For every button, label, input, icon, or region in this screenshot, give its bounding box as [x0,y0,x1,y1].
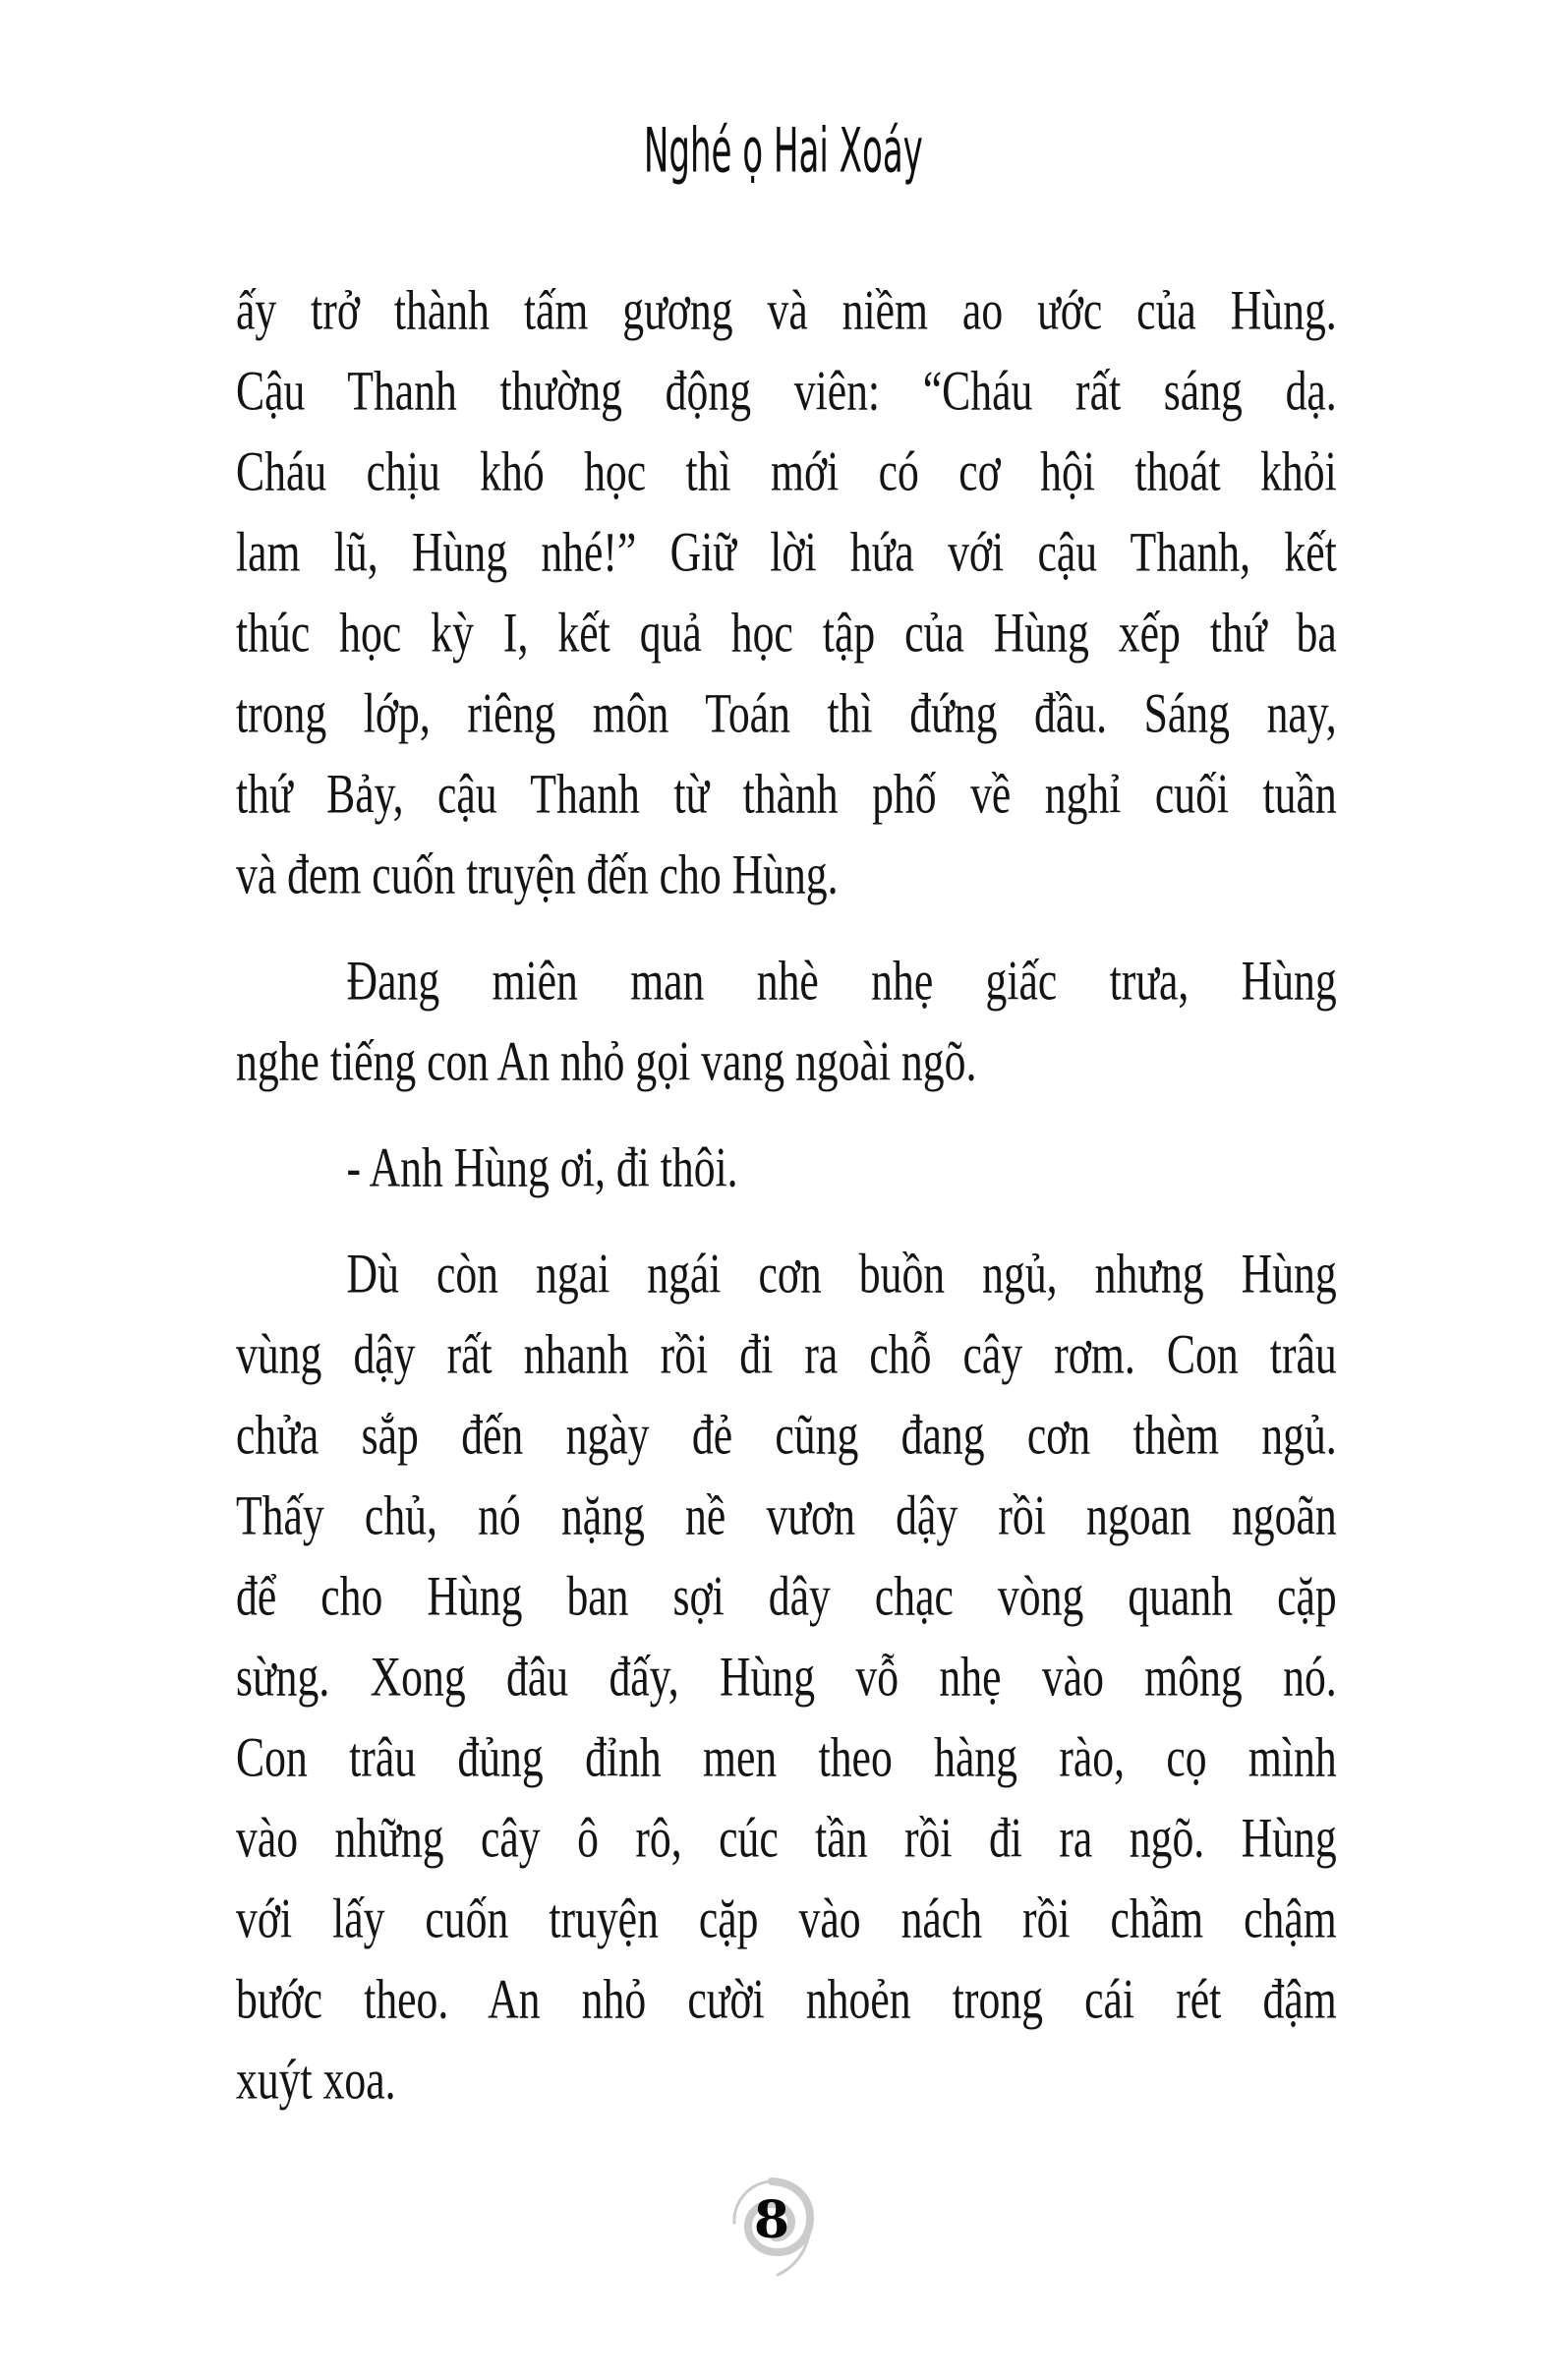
text-line: thứ Bảy, cậu Thanh từ thành phố về nghỉ cuối tuần [236,764,1337,826]
text-line: nghe tiếng con An nhỏ gọi vang ngoài ngõ. [236,1031,977,1093]
text-line: sừng. Xong đâu đấy, Hùng vỗ nhẹ vào mông nó. [236,1647,1337,1709]
text-line: chửa sắp đến ngày đẻ cũng đang cơn thèm ngủ. [236,1405,1337,1467]
paragraph [236,271,1337,916]
paragraph [236,1235,1337,2121]
text-line: trong lớp, riêng môn Toán thì đứng đầu. Sáng nay, [236,683,1337,745]
text-line: bước theo. An nhỏ cười nhoẻn trong cái rét đậm [236,1969,1337,2031]
text-line: vào những cây ô rô, cúc tần rồi đi ra ngõ. Hùng [236,1808,1337,1870]
text-line: vùng dậy rất nhanh rồi đi ra chỗ cây rơm. Con trâu [236,1324,1337,1386]
text-line: với lấy cuốn truyện cặp vào nách rồi chầm chậm [236,1888,1337,1950]
text-line: xuýt xoa. [236,2050,396,2112]
text-line: và đem cuốn truyện đến cho Hùng. [236,844,839,906]
text-line: ấy trở thành tấm gương và niềm ao ước của Hùng. [236,280,1337,342]
text-line: lam lũ, Hùng nhé!” Giữ lời hứa với cậu Thanh, kết [236,522,1337,584]
page-number: 8 [753,2189,790,2250]
text-line: Cháu chịu khó học thì mới có cơ hội thoát khỏi [236,441,1337,503]
text-line: thúc học kỳ I, kết quả học tập của Hùng xếp thứ ba [236,603,1337,665]
text-line: Cậu Thanh thường động viên: “Cháu rất sáng dạ. [236,361,1337,423]
running-head [0,114,1567,187]
text-line: Con trâu đủng đỉnh men theo hàng rào, cọ mình [236,1727,1337,1789]
text-line: Dù còn ngai ngái cơn buồn ngủ, nhưng Hùng [346,1244,1337,1306]
paragraph [236,1129,1337,1209]
text-line: Thấy chủ, nó nặng nề vươn dậy rồi ngoan ngoãn [236,1485,1337,1547]
text-line: Đang miên man nhè nhẹ giấc trưa, Hùng [346,951,1337,1013]
body-text [236,271,1337,2121]
text-line: - Anh Hùng ơi, đi thôi. [346,1137,738,1199]
text-line: để cho Hùng ban sợi dây chạc vòng quanh cặp [236,1566,1337,1628]
book-title: Nghé ọ Hai Xoáy [644,114,923,187]
paragraph [236,942,1337,1103]
